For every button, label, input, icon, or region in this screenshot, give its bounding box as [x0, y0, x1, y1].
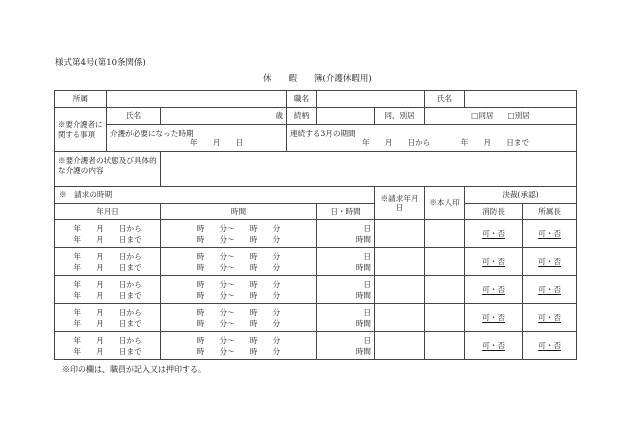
request-row — [55, 276, 577, 304]
request-submitted-date-cell[interactable] — [375, 304, 425, 332]
seal-header: ※本人印 — [425, 187, 465, 220]
condition-field[interactable] — [161, 152, 577, 187]
period-cell[interactable] — [287, 125, 577, 152]
chief-approval[interactable]: 可・否 — [482, 312, 505, 322]
time-to: 時 分～ 時 分 — [196, 262, 281, 272]
request-time-cell[interactable] — [161, 248, 317, 276]
checkbox-separate-residence[interactable]: □別居 — [507, 111, 530, 121]
form-number: 様式第4号(第10条関係) — [55, 58, 146, 68]
time-to: 時 分～ 時 分 — [196, 234, 281, 244]
request-time-cell[interactable] — [161, 332, 317, 360]
request-time-cell[interactable] — [161, 220, 317, 248]
name-field[interactable] — [465, 91, 577, 108]
condition-row — [55, 152, 577, 187]
request-header-row — [55, 187, 577, 204]
date-to: 年 月 日まで — [73, 318, 142, 328]
position-field[interactable] — [317, 91, 425, 108]
care-recipient-row — [55, 108, 577, 125]
relation-field[interactable] — [317, 108, 375, 125]
need-time-cell[interactable] — [107, 125, 287, 152]
chief-approval-cell[interactable] — [465, 276, 523, 304]
form-title-main: 休 暇 簿 — [263, 74, 323, 84]
date-from: 年 月 日から — [73, 251, 142, 261]
request-date-cell[interactable] — [55, 332, 161, 360]
care-period-row — [55, 125, 577, 152]
request-days-cell[interactable] — [317, 332, 375, 360]
chief-approval-cell[interactable] — [465, 332, 523, 360]
days-unit: 日 — [363, 251, 372, 261]
request-days-cell[interactable] — [317, 248, 375, 276]
request-days-cell[interactable] — [317, 276, 375, 304]
request-date-cell[interactable] — [55, 276, 161, 304]
hours-unit: 時間 — [355, 318, 372, 328]
date-to: 年 月 日まで — [73, 346, 142, 356]
checkbox-same-residence[interactable]: □同居 — [471, 111, 494, 121]
hours-unit: 時間 — [355, 290, 372, 300]
need-time-value: 年 月 日 — [189, 138, 244, 147]
director-approval[interactable]: 可・否 — [538, 228, 561, 238]
director-approval[interactable]: 可・否 — [538, 256, 561, 266]
request-date-cell[interactable] — [55, 304, 161, 332]
director-column-header: 所属長 — [523, 204, 577, 220]
request-date-cell[interactable] — [55, 248, 161, 276]
director-approval-cell[interactable] — [523, 332, 577, 360]
form-title-sub: (介護休暇用) — [322, 74, 372, 84]
living-label: 同、別居 — [375, 108, 425, 125]
hours-unit: 時間 — [355, 346, 372, 356]
days-unit: 日 — [363, 335, 372, 345]
chief-approval-cell[interactable] — [465, 248, 523, 276]
request-date-header: ※請求年月日 — [375, 187, 425, 220]
care-recipient-section-label: ※要介護者に関する事項 — [55, 108, 107, 152]
date-from: 年 月 日から — [73, 223, 142, 233]
period-label: 連続する3月の期間 — [290, 128, 356, 138]
date-from: 年 月 日から — [73, 307, 142, 317]
request-subheader-row — [55, 204, 577, 220]
hours-unit: 時間 — [355, 262, 372, 272]
request-days-cell[interactable] — [317, 220, 375, 248]
living-options — [425, 108, 577, 125]
director-approval[interactable]: 可・否 — [538, 340, 561, 350]
request-time-cell[interactable] — [161, 304, 317, 332]
request-submitted-date-cell[interactable] — [375, 332, 425, 360]
leave-form-table — [54, 90, 577, 360]
chief-approval[interactable]: 可・否 — [482, 340, 505, 350]
request-submitted-date-cell[interactable] — [375, 220, 425, 248]
time-from: 時 分～ 時 分 — [196, 307, 281, 317]
footnote: ※印の欄は、職員が記入又は押印する。 — [62, 365, 206, 374]
period-value: 年 月 日から 年 月 日まで — [362, 138, 530, 147]
date-to: 年 月 日まで — [73, 234, 142, 244]
days-unit: 日 — [363, 223, 372, 233]
director-approval[interactable]: 可・否 — [538, 312, 561, 322]
request-row — [55, 304, 577, 332]
time-column-header: 時間 — [161, 204, 317, 220]
recipient-age-field[interactable] — [161, 108, 287, 125]
position-label: 職名 — [287, 91, 317, 108]
age-unit: 歳 — [275, 111, 284, 121]
chief-approval-cell[interactable] — [465, 304, 523, 332]
time-to: 時 分～ 時 分 — [196, 290, 281, 300]
hours-unit: 時間 — [355, 234, 372, 244]
department-field[interactable] — [107, 91, 287, 108]
date-to: 年 月 日まで — [73, 290, 142, 300]
seal-cell[interactable] — [425, 248, 465, 276]
time-from: 時 分～ 時 分 — [196, 251, 281, 261]
seal-cell[interactable] — [425, 304, 465, 332]
director-approval-cell[interactable] — [523, 276, 577, 304]
date-from: 年 月 日から — [73, 279, 142, 289]
chief-approval[interactable]: 可・否 — [482, 284, 505, 294]
time-from: 時 分～ 時 分 — [196, 335, 281, 345]
request-date-cell[interactable] — [55, 220, 161, 248]
date-to: 年 月 日まで — [73, 262, 142, 272]
days-hours-column-header: 日・時間 — [317, 204, 375, 220]
chief-approval[interactable]: 可・否 — [482, 256, 505, 266]
date-from: 年 月 日から — [73, 335, 142, 345]
seal-cell[interactable] — [425, 332, 465, 360]
date-column-header: 年月日 — [55, 204, 161, 220]
request-submitted-date-cell[interactable] — [375, 248, 425, 276]
director-approval-cell[interactable] — [523, 304, 577, 332]
name-label: 氏名 — [425, 91, 465, 108]
request-row — [55, 248, 577, 276]
request-days-cell[interactable] — [317, 304, 375, 332]
seal-cell[interactable] — [425, 220, 465, 248]
director-approval-cell[interactable] — [523, 248, 577, 276]
header-row — [55, 91, 577, 108]
relation-label: 続柄 — [287, 108, 317, 125]
time-to: 時 分～ 時 分 — [196, 346, 281, 356]
director-approval[interactable]: 可・否 — [538, 284, 561, 294]
approval-header: 決裁(承認) — [465, 187, 577, 204]
chief-column-header: 消防長 — [465, 204, 523, 220]
time-to: 時 分～ 時 分 — [196, 318, 281, 328]
department-label: 所属 — [55, 91, 107, 108]
request-submitted-date-cell[interactable] — [375, 276, 425, 304]
request-row — [55, 332, 577, 360]
request-time-cell[interactable] — [161, 276, 317, 304]
director-approval-cell[interactable] — [523, 220, 577, 248]
chief-approval[interactable]: 可・否 — [482, 228, 505, 238]
days-unit: 日 — [363, 279, 372, 289]
time-from: 時 分～ 時 分 — [196, 279, 281, 289]
need-time-label: 介護が必要になった時期 — [110, 128, 194, 138]
request-row — [55, 220, 577, 248]
condition-label: ※要介護者の状態及び具体的な介護の内容 — [55, 152, 161, 187]
recipient-name-label: 氏名 — [107, 108, 161, 125]
chief-approval-cell[interactable] — [465, 220, 523, 248]
form-title — [263, 75, 372, 84]
request-section-label: ※ 請求の時期 — [55, 187, 375, 204]
time-from: 時 分～ 時 分 — [196, 223, 281, 233]
seal-cell[interactable] — [425, 276, 465, 304]
days-unit: 日 — [363, 307, 372, 317]
